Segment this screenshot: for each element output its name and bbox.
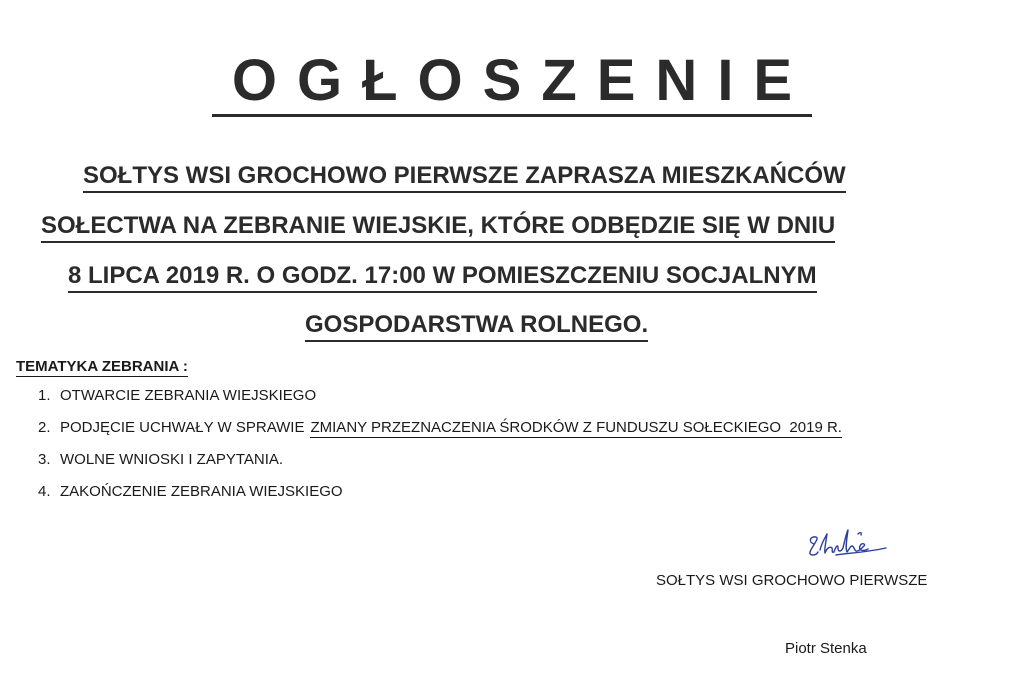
agenda-heading: TEMATYKA ZEBRANIA : bbox=[16, 358, 188, 375]
agenda-item-number: 4. bbox=[38, 483, 51, 500]
intro-line-4: GOSPODARSTWA ROLNEGO. bbox=[0, 313, 1024, 342]
handwritten-signature bbox=[800, 522, 892, 564]
agenda-list bbox=[38, 387, 842, 515]
agenda-item-underlined-text: ZMIANY PRZEZNACZENIA ŚRODKÓW Z FUNDUSZU SOŁECKIEGO 2019 R. bbox=[310, 419, 842, 436]
agenda-item-text: WOLNE WNIOSKI I ZAPYTANIA. bbox=[60, 451, 284, 468]
agenda-item-number: 1. bbox=[38, 387, 51, 404]
agenda-item-text: ZAKOŃCZENIE ZEBRANIA WIEJSKIEGO bbox=[60, 483, 343, 500]
intro-line-3: 8 LIPCA 2019 R. O GODZ. 17:00 W POMIESZCZENIU SOCJALNYM bbox=[0, 264, 1024, 293]
agenda-item bbox=[38, 419, 842, 451]
announcement-title: OGŁOSZENIE bbox=[0, 52, 1024, 117]
agenda-item-number: 3. bbox=[38, 451, 51, 468]
signer-role: SOŁTYS WSI GROCHOWO PIERWSZE bbox=[656, 572, 928, 589]
agenda-item-text: PODJĘCIE UCHWAŁY W SPRAWIE bbox=[60, 419, 305, 436]
intro-line-1: SOŁTYS WSI GROCHOWO PIERWSZE ZAPRASZA MIESZKAŃCÓW bbox=[0, 164, 1024, 193]
agenda-item-number: 2. bbox=[38, 419, 51, 436]
agenda-item bbox=[38, 451, 842, 483]
agenda-item-text: OTWARCIE ZEBRANIA WIEJSKIEGO bbox=[60, 387, 317, 404]
intro-line-2: SOŁECTWA NA ZEBRANIE WIEJSKIE, KTÓRE ODBĘDZIE SIĘ W DNIU bbox=[0, 214, 1024, 243]
agenda-item bbox=[38, 387, 842, 419]
signer-name: Piotr Stenka bbox=[785, 640, 867, 657]
agenda-item bbox=[38, 483, 842, 515]
